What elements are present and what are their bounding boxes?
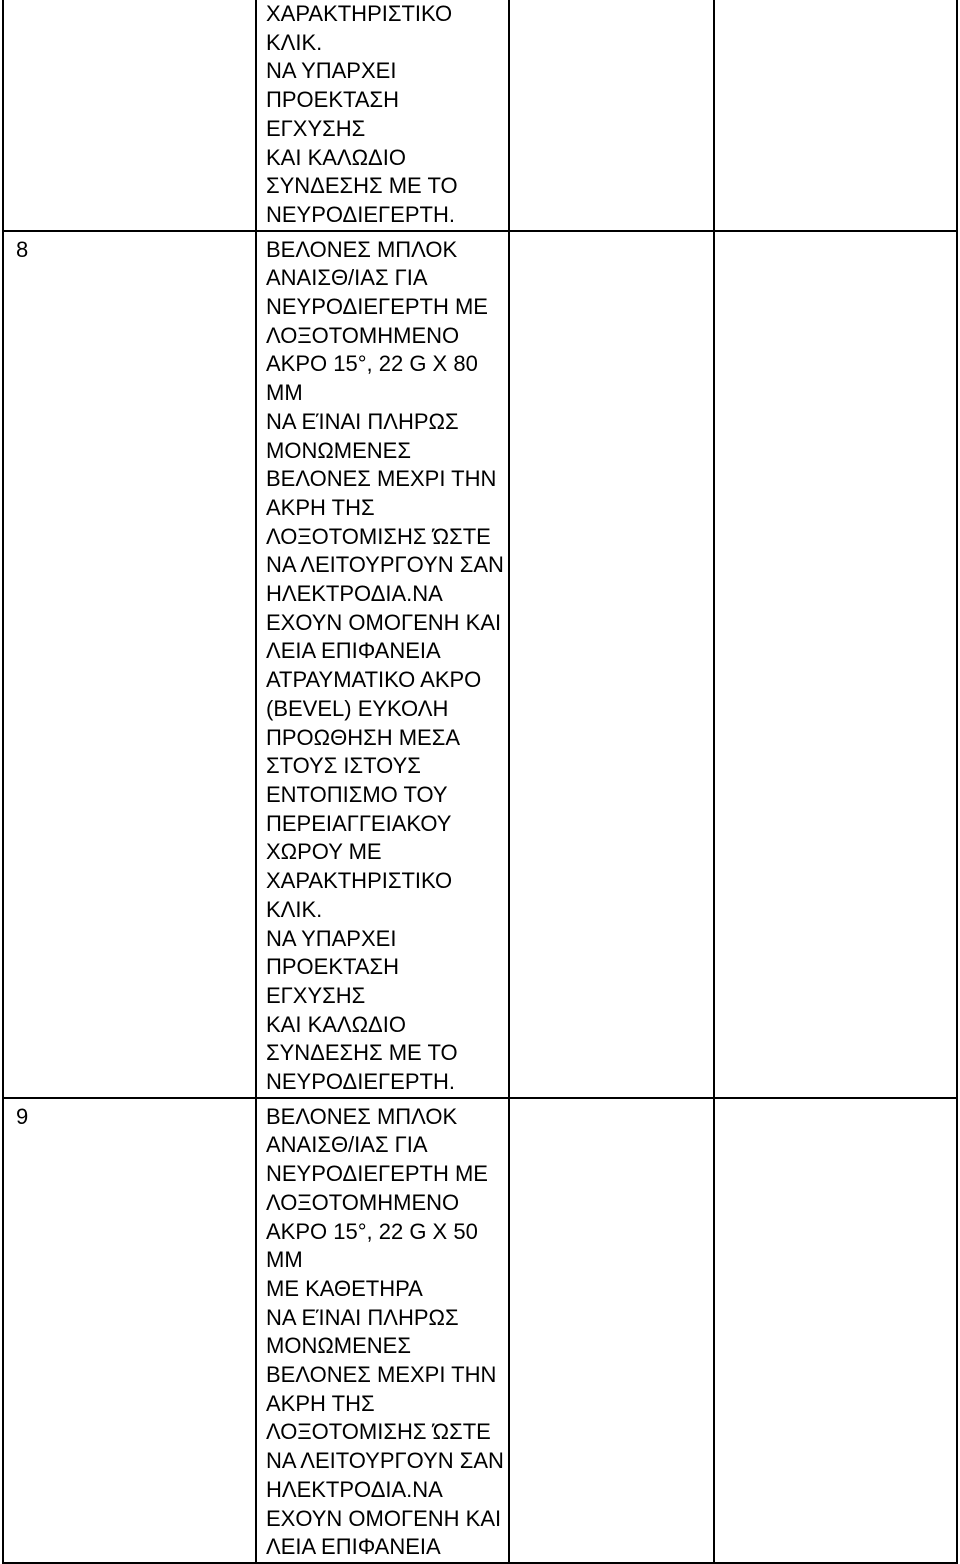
- item-description-cell: ΒΕΛΟΝΕΣ ΜΠΛΟΚ ΑΝΑΙΣΘ/ΙΑΣ ΓΙΑ ΝΕΥΡΟΔΙΕΓΕΡΤΗ ΜΕ ΛΟΞΟΤΟΜΗΜΕΝΟ ΑΚΡΟ 15°, 22 G X 50 MM ΜΕ ΚΑΘΕΤΗΡΑ ΝΑ ΕΊΝΑΙ ΠΛΗΡΩΣ ΜΟΝΩΜΕΝΕΣ ΒΕΛΟΝΕΣ ΜΕΧΡΙ ΤΗΝ ΑΚΡΗ ΤΗΣ ΛΟΞΟΤΟΜΙΣΗΣ ΏΣΤΕ ΝΑ ΛΕΙΤΟΥΡΓΟΥΝ ΣΑΝ ΗΛΕΚΤΡΟΔΙΑ.ΝΑ ΕΧΟΥΝ ΟΜΟΓΕΝΗ ΚΑΙ ΛΕΙΑ ΕΠΙΦΑΝΕΙΑ: [256, 1098, 509, 1563]
- item-number-cell: 9: [3, 1098, 256, 1563]
- item-number-cell: 8: [3, 231, 256, 1098]
- empty-cell: [509, 0, 714, 231]
- table-row: [3, 0, 957, 231]
- empty-cell: [509, 231, 714, 1098]
- empty-cell: [509, 1098, 714, 1563]
- table-row: [3, 231, 957, 1098]
- item-description-cell: ΒΕΛΟΝΕΣ ΜΠΛΟΚ ΑΝΑΙΣΘ/ΙΑΣ ΓΙΑ ΝΕΥΡΟΔΙΕΓΕΡΤΗ ΜΕ ΛΟΞΟΤΟΜΗΜΕΝΟ ΑΚΡΟ 15°, 22 G X 80 MM ΝΑ ΕΊΝΑΙ ΠΛΗΡΩΣ ΜΟΝΩΜΕΝΕΣ ΒΕΛΟΝΕΣ ΜΕΧΡΙ ΤΗΝ ΑΚΡΗ ΤΗΣ ΛΟΞΟΤΟΜΙΣΗΣ ΏΣΤΕ ΝΑ ΛΕΙΤΟΥΡΓΟΥΝ ΣΑΝ ΗΛΕΚΤΡΟΔΙΑ.ΝΑ ΕΧΟΥΝ ΟΜΟΓΕΝΗ ΚΑΙ ΛΕΙΑ ΕΠΙΦΑΝΕΙΑ ΑΤΡΑΥΜΑΤΙΚΟ ΑΚΡΟ (BEVEL) ΕΥΚΟΛΗ ΠΡΟΩΘΗΣΗ ΜΕΣΑ ΣΤΟΥΣ ΙΣΤΟΥΣ ΕΝΤΟΠΙΣΜΟ ΤΟΥ ΠΕΡΕΙΑΓΓΕΙΑΚΟΥ ΧΩΡΟΥ ΜΕ ΧΑΡΑΚΤΗΡΙΣΤΙΚΟ ΚΛΙΚ. ΝΑ ΥΠΑΡΧΕΙ ΠΡΟΕΚΤΑΣΗ ΕΓΧΥΣΗΣ ΚΑΙ ΚΑΛΩΔΙΟ ΣΥΝΔΕΣΗΣ ΜΕ ΤΟ ΝΕΥΡΟΔΙΕΓΕΡΤΗ.: [256, 231, 509, 1098]
- item-description-cell: ΧΑΡΑΚΤΗΡΙΣΤΙΚΟ ΚΛΙΚ. ΝΑ ΥΠΑΡΧΕΙ ΠΡΟΕΚΤΑΣΗ ΕΓΧΥΣΗΣ ΚΑΙ ΚΑΛΩΔΙΟ ΣΥΝΔΕΣΗΣ ΜΕ ΤΟ ΝΕΥΡΟΔΙΕΓΕΡΤΗ.: [256, 0, 509, 231]
- empty-cell: [714, 0, 957, 231]
- specification-table: [2, 0, 958, 1564]
- table-row: [3, 1098, 957, 1563]
- item-number-cell: [3, 0, 256, 231]
- empty-cell: [714, 1098, 957, 1563]
- empty-cell: [714, 231, 957, 1098]
